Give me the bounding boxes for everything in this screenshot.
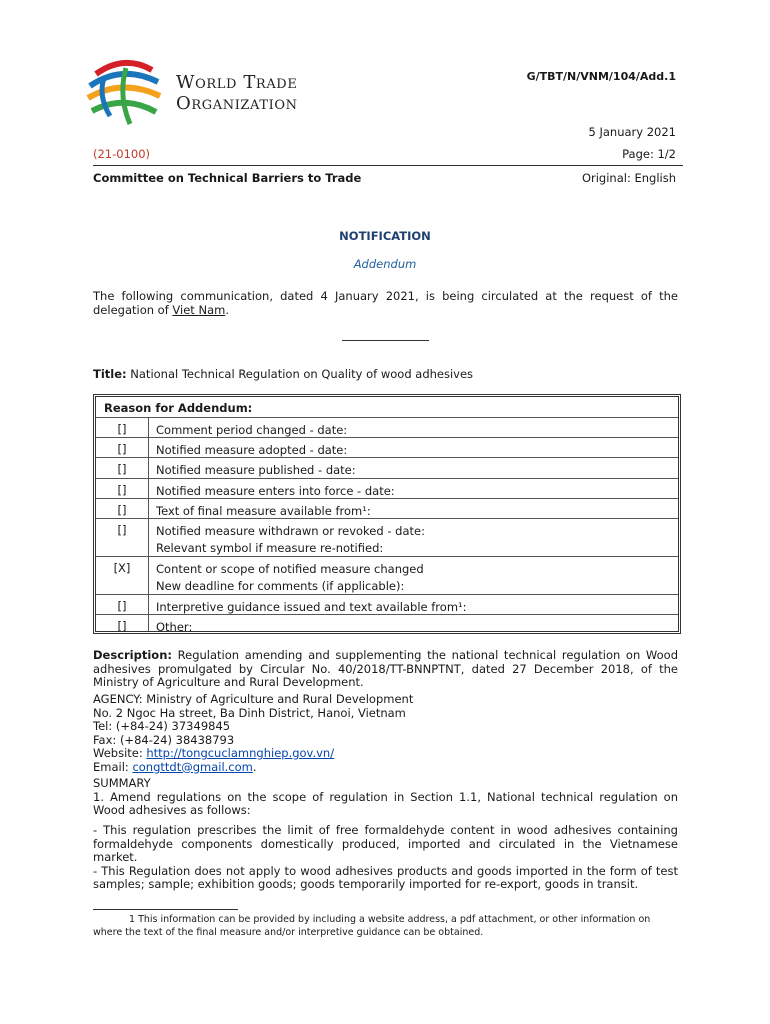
row-text xyxy=(156,523,425,557)
intro-paragraph xyxy=(93,290,678,317)
table-row xyxy=(96,417,678,438)
checkbox-mark: [] xyxy=(117,599,127,613)
agency-website xyxy=(93,747,678,761)
footnote-text: 1 This information can be provided by including a website address, a pdf attachment, or other information on where the text of the final measure and/or interpretive guidance can be obtained. xyxy=(93,914,651,938)
checkbox-mark: [] xyxy=(117,483,127,497)
row-line2: New deadline for comments (if applicable): xyxy=(156,579,405,593)
agency-name: AGENCY: Ministry of Agriculture and Rural Development xyxy=(93,692,414,706)
section-separator xyxy=(342,340,429,341)
summary-bullets xyxy=(93,824,678,892)
table-row xyxy=(96,457,678,479)
email-end: . xyxy=(252,759,257,774)
checkbox-mark: [] xyxy=(117,462,127,476)
reason-table-heading: Reason for Addendum: xyxy=(104,401,253,415)
title-text: National Technical Regulation on Quality of wood adhesives xyxy=(130,367,474,381)
checkbox-mark: [] xyxy=(117,442,127,456)
table-row xyxy=(96,498,678,519)
org-name-line2: Organization xyxy=(176,93,298,114)
reason-table xyxy=(93,394,681,634)
summary-heading: SUMMARY xyxy=(93,776,151,790)
intro-country: Viet Nam xyxy=(172,302,226,317)
intro-text: The following communication, dated 4 January 2021, is being circulated at the request of the delegation of xyxy=(93,289,678,317)
summary-block xyxy=(93,777,678,818)
page-number: Page: 1/2 xyxy=(622,147,676,161)
wto-logo xyxy=(84,56,344,131)
addendum-subheading: Addendum xyxy=(353,257,417,271)
summary-bullet-2: - This Regulation does not apply to wood adhesives products and goods imported in the form of test samples; sample; exhibition goods; goods temporarily imported for re-export, goods in transit. xyxy=(93,863,678,891)
header-divider xyxy=(93,165,683,166)
org-name xyxy=(176,72,298,114)
row-text xyxy=(156,462,356,479)
table-row xyxy=(96,556,678,595)
table-row xyxy=(96,614,678,635)
row-line1: Notified measure enters into force - date: xyxy=(156,484,395,498)
checkbox-mark: [] xyxy=(117,619,127,633)
checkbox-mark: [] xyxy=(117,523,127,537)
description-text: Regulation amending and supplementing the national technical regulation on Wood adhesives promulgated by Circular No. 40/2018/TT-BNNPTNT, dated 27 December 2018, of the Ministry of Agriculture and Rural Development. xyxy=(93,648,679,689)
row-line1: Notified measure withdrawn or revoked - date: xyxy=(156,524,425,538)
email-label: Email: xyxy=(93,759,133,774)
agency-email xyxy=(93,761,678,775)
agency-block xyxy=(93,693,678,774)
description-label: Description: xyxy=(93,648,172,662)
notification-heading: NOTIFICATION xyxy=(339,229,431,243)
row-text xyxy=(156,561,424,595)
title-label: Title: xyxy=(93,367,127,381)
row-line1: Other: xyxy=(156,620,193,634)
summary-item-1: 1. Amend regulations on the scope of regulation in Section 1.1, National technical regulation on Wood adhesives as follows: xyxy=(93,789,678,817)
footnote-divider xyxy=(93,909,238,910)
checkbox-mark: [] xyxy=(117,503,127,517)
website-label: Website: xyxy=(93,746,147,760)
document-symbol: G/TBT/N/VNM/104/Add.1 xyxy=(526,70,676,83)
original-language: Original: English xyxy=(581,171,676,185)
row-line1: Content or scope of notified measure changed xyxy=(156,562,424,576)
row-line1: Text of final measure available from¹: xyxy=(156,504,371,518)
summary-bullet-1: - This regulation prescribes the limit of free formaldehyde content in wood adhesives containing formaldehyde components domestically produced, imported and circulated in the Vietnamese market. xyxy=(93,823,678,864)
description-paragraph xyxy=(93,649,678,690)
row-line1: Interpretive guidance issued and text available from¹: xyxy=(156,600,467,614)
agency-tel: Tel: (+84-24) 37349845 xyxy=(93,719,231,733)
document-date: 5 January 2021 xyxy=(588,125,676,139)
agency-address: No. 2 Ngoc Ha street, Ba Dinh District, Hanoi, Vietnam xyxy=(93,705,406,720)
table-row xyxy=(96,594,678,615)
footnote xyxy=(93,913,678,939)
committee-name: Committee on Technical Barriers to Trade xyxy=(93,171,362,185)
table-row xyxy=(96,478,678,499)
table-row xyxy=(96,437,678,458)
checkbox-mark: [] xyxy=(117,422,127,436)
row-text xyxy=(156,619,192,636)
intro-end: . xyxy=(225,302,229,317)
row-line1: Notified measure adopted - date: xyxy=(156,443,348,457)
row-line1: Comment period changed - date: xyxy=(156,423,348,437)
agency-fax: Fax: (+84-24) 38438793 xyxy=(93,732,235,747)
row-line2: Relevant symbol if measure re-notified: xyxy=(156,541,384,555)
org-name-line1: World Trade xyxy=(176,72,298,93)
table-row xyxy=(96,518,678,557)
email-link[interactable]: congttdt@gmail.com xyxy=(132,759,253,774)
document-code: (21-0100) xyxy=(93,147,151,161)
row-line1: Notified measure published - date: xyxy=(156,463,356,477)
wto-emblem-icon xyxy=(84,56,166,131)
checkbox-mark: [X] xyxy=(113,561,131,575)
title-line xyxy=(93,368,678,382)
website-link[interactable]: http://tongcuclamnghiep.gov.vn/ xyxy=(146,746,335,760)
